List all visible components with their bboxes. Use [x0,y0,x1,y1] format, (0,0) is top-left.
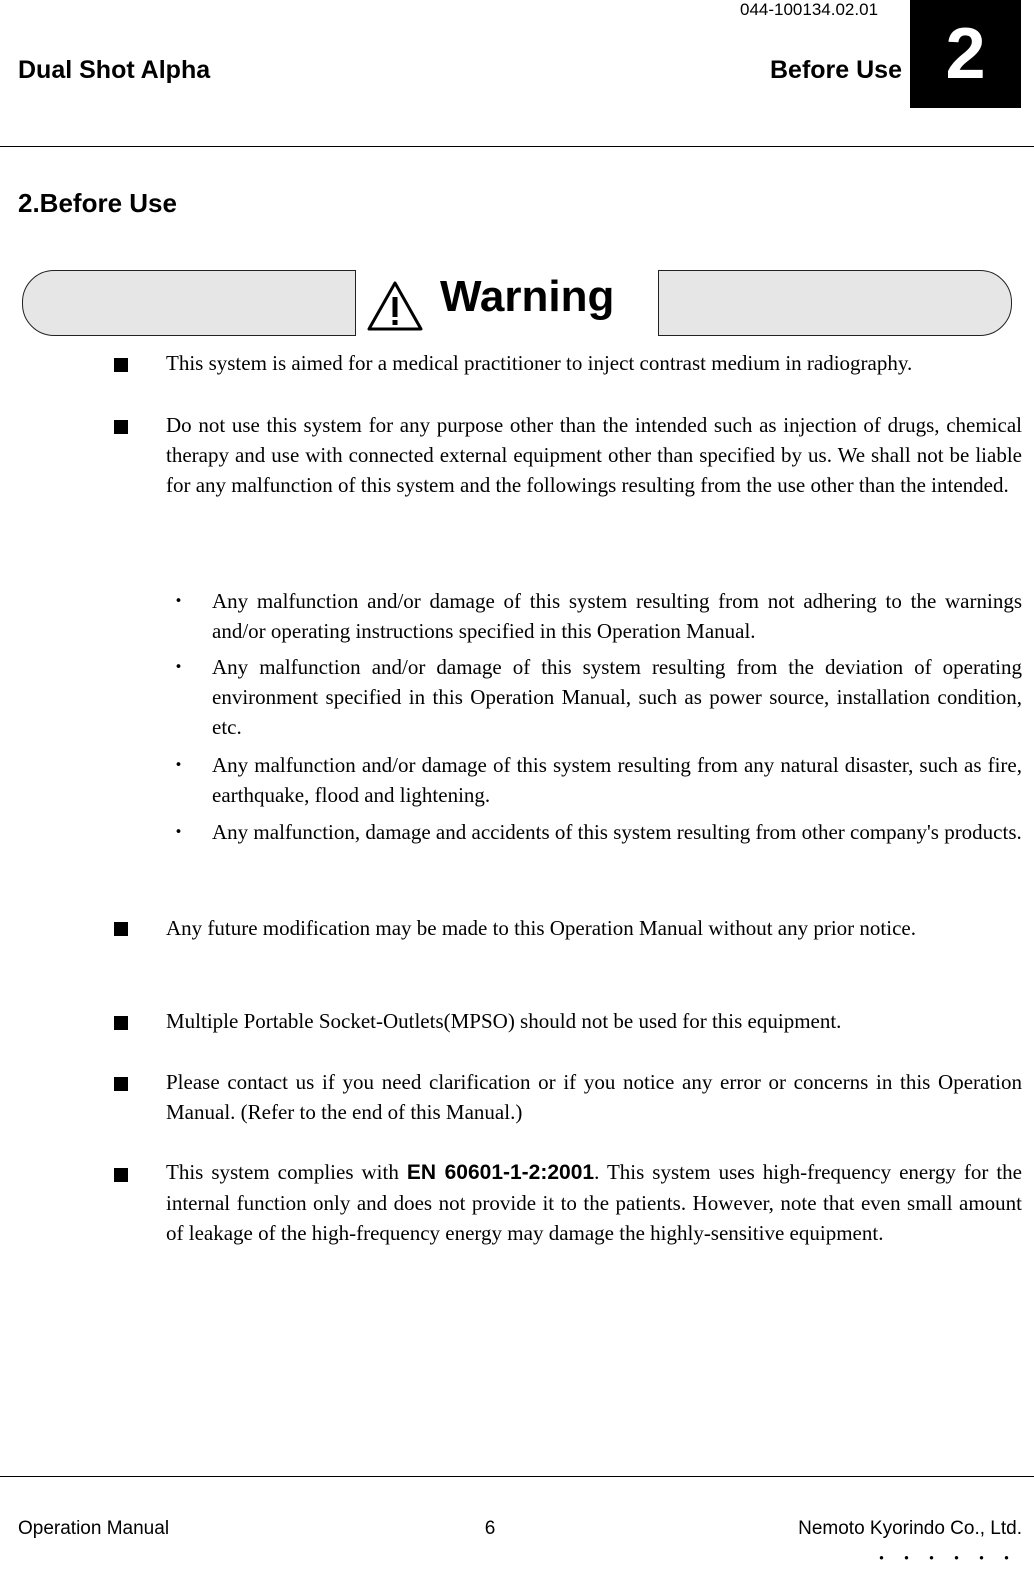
compliance-text-post: . This system uses high-frequency energy for the internal function only and does not provide it to the patients. However, note that even small amount of leakage of the high-frequency energy may damage the highly-sensitive equipment. [166,1160,1022,1245]
footer-manual-label: Operation Manual [18,1518,170,1539]
compliance-text-pre: This system complies with [166,1160,407,1184]
warning-item: Any future modification may be made to this Operation Manual without any prior notice. [166,916,916,940]
sub-bullet: ・ [168,589,189,613]
bullet-square [114,1168,128,1182]
product-name: Dual Shot Alpha [18,56,211,84]
sub-item: Any malfunction, damage and accidents of this system resulting from other company's products. [212,820,1022,844]
sub-item: Any malfunction and/or damage of this system resulting from any natural disaster, such as fire, earthquake, flood and lightening. [212,753,1022,807]
warning-item [166,1157,1022,1248]
footer-divider [0,1476,1034,1477]
section-title: 2.Before Use [18,188,177,218]
warning-item: Do not use this system for any purpose other than the intended such as injection of drugs, chemical therapy and use with connected external equipment other than specified by us. We shall not be liable for any malfunction of this system and the followings resulting from the use other than the intended. [166,413,1022,497]
bullet-square [114,358,128,372]
header-divider [0,146,1034,147]
bullet-square [114,1077,128,1091]
page-number: 6 [484,1518,496,1539]
warning-banner-right [658,270,1012,336]
footer-marks: ・・・・・・ [871,1549,1022,1570]
chapter-title: Before Use [770,56,902,84]
bullet-square [114,420,128,434]
compliance-standard: EN 60601-1-2:2001 [406,1161,595,1184]
warning-title: Warning [440,272,615,321]
company-name: Nemoto Kyorindo Co., Ltd. [798,1518,1022,1539]
sub-bullet: ・ [168,655,189,679]
warning-triangle-icon [366,280,424,332]
sub-bullet: ・ [168,753,189,777]
document-code: 044-100134.02.01 [740,0,879,19]
bullet-square [114,922,128,936]
sub-bullet: ・ [168,820,189,844]
warning-item: Multiple Portable Socket-Outlets(MPSO) should not be used for this equipment. [166,1009,842,1033]
sub-item: Any malfunction and/or damage of this system resulting from not adhering to the warnings and/or operating instructions specified in this Operation Manual. [212,589,1022,643]
chapter-number: 2 [910,0,1021,108]
warning-item: This system is aimed for a medical practitioner to inject contrast medium in radiography. [166,351,913,375]
warning-banner-left [22,270,356,336]
bullet-square [114,1016,128,1030]
warning-item: Please contact us if you need clarification or if you notice any error or concerns in this Operation Manual. (Refer to the end of this Manual.) [166,1070,1022,1124]
sub-item: Any malfunction and/or damage of this system resulting from the deviation of operating environment specified in this Operation Manual, such as power source, installation condition, etc. [212,655,1022,739]
